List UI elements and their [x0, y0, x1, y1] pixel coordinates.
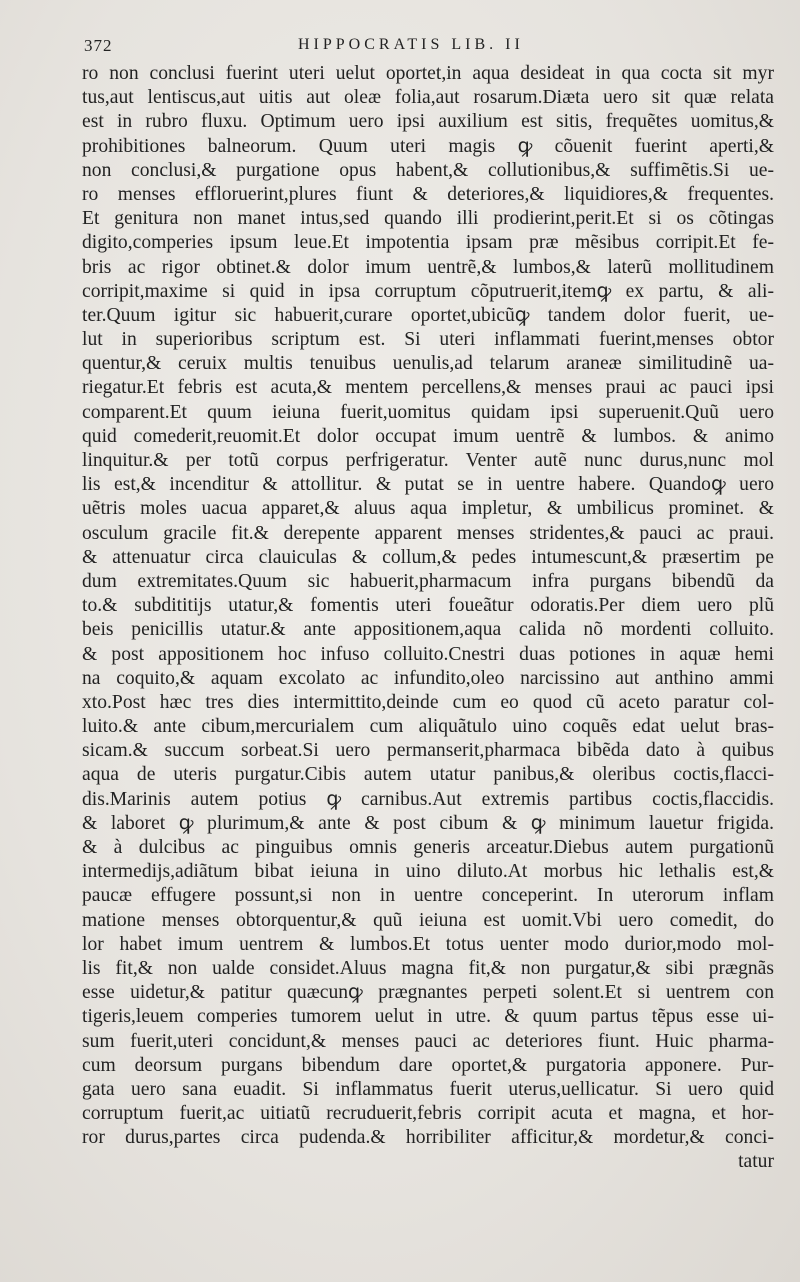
- text-line: & laboret ꝙ plurimum,& ante & post cibum & ꝙ minimum lauetur frigida.: [82, 812, 774, 834]
- text-line: na coquito,& aquam excolato ac infundito,oleo narcissino aut anthino ammi: [82, 667, 774, 689]
- text-line: ror durus,partes circa pudenda.& horribiliter afficitur,& mordetur,& conci-: [82, 1127, 774, 1149]
- text-line: tigeris,leuem comperies tumorem uelut in utre. & quum partus tẽpus esse ui-: [82, 1006, 774, 1028]
- text-line: aqua de uteris purgatur.Cibis autem utatur panibus,& oleribus coctis,flacci-: [82, 764, 774, 786]
- text-line: lor habet imum uentrem & lumbos.Et totus uenter modo durior,modo mol-: [82, 933, 774, 955]
- text-line: sum fuerit,uteri concidunt,& menses pauci ac deteriores fiunt. Huic pharma-: [82, 1030, 774, 1052]
- text-line: tus,aut lentiscus,aut uitis aut oleæ folia,aut rosarum.Diæta uero sit quæ relata: [82, 87, 774, 109]
- text-line: luito.& ante cibum,mercurialem cum aliquãtulo uino coquẽs edat uelut bras-: [82, 716, 774, 738]
- text-line: corripit,maxime si quid in ipsa corruptum cõputruerit,itemꝙ ex partu, & ali-: [82, 280, 774, 302]
- text-line: lis est,& incenditur & attollitur. & putat se in uentre habere. Quandoꝙ uero: [82, 474, 774, 496]
- text-line: quid comederit,reuomit.Et dolor occupat imum uentrẽ & lumbos. & animo: [82, 425, 774, 447]
- text-line: ter.Quum igitur sic habuerit,curare oportet,ubicũꝙ tandem dolor fuerit, ue-: [82, 304, 774, 326]
- text-line: paucæ effugere possunt,si non in uentre conceperint. In uterorum inflam: [82, 885, 774, 907]
- text-line: quentur,& ceruix multis tenuibus uenulis,ad telarum araneæ similitudinẽ ua-: [82, 353, 774, 375]
- text-line: cum deorsum purgans bibendum dare oportet,& purgatoria apponere. Pur-: [82, 1054, 774, 1076]
- text-line: lut in superioribus scriptum est. Si uteri inflammati fuerint,menses obtor: [82, 329, 774, 351]
- text-line: uẽtris moles uacua apparet,& aluus aqua impletur, & umbilicus prominet. &: [82, 498, 774, 520]
- text-line: ro non conclusi fuerint uteri uelut oportet,in aqua desideat in qua cocta sit myr: [82, 63, 774, 84]
- text-line: matione menses obtorquentur,& quũ ieiuna est uomit.Vbi uero comedit, do: [82, 909, 774, 931]
- text-line: ro menses effloruerint,plures fiunt & deteriores,& liquidiores,& frequentes.: [82, 183, 774, 205]
- text-line: dum extremitates.Quum sic habuerit,pharmacum infra purgans bibendũ da: [82, 570, 774, 592]
- text-line: sicam.& succum sorbeat.Si uero permanserit,pharmaca bibẽda dato à quibus: [82, 740, 774, 762]
- text-line: & post appositionem hoc infuso colluito.Cnestri duas potiones in aquæ hemi: [82, 643, 774, 665]
- text-line: linquitur.& per totũ corpus perfrigeratur. Venter autẽ nunc durus,nunc mol: [82, 450, 774, 471]
- text-line: bris ac rigor obtinet.& dolor imum uentrẽ,& lumbos,& laterũ mollitudinem: [82, 256, 774, 278]
- page-number: 372: [84, 36, 113, 55]
- text-line: Et genitura non manet intus,sed quando illi prodierint,perit.Et si os cõtingas: [82, 208, 774, 230]
- text-line: non conclusi,& purgatione opus habent,& collutionibus,& suffimẽtis.Si ue-: [82, 159, 774, 181]
- catchword: tatur: [738, 1151, 774, 1173]
- text-line: to.& subdititijs utatur,& fomentis uteri foueãtur odoratis.Per diem uero plũ: [82, 595, 774, 617]
- text-line: dis.Marinis autem potius ꝙ carnibus.Aut extremis partibus coctis,flaccidis.: [82, 788, 774, 810]
- text-line: prohibitiones balneorum. Quum uteri magis ꝙ cõuenit fuerint aperti,&: [82, 135, 774, 157]
- text-line: intermedijs,adiãtum bibat ieiuna in uino diluto.At morbus hic lethalis est,&: [82, 861, 774, 883]
- text-line: digito,comperies ipsum leue.Et impotentia ipsam præ mẽsibus corripit.Et fe-: [82, 232, 774, 254]
- body-text: [82, 62, 774, 1175]
- text-line: lis fit,& non ualde considet.Aluus magna fit,& non purgatur,& sibi prægnãs: [82, 957, 774, 979]
- page-header: [84, 36, 774, 60]
- text-line: riegatur.Et febris est acuta,& mentem percellens,& menses praui ac pauci ipsi: [82, 377, 774, 399]
- text-line: esse uidetur,& patitur quæcunꝙ prægnantes perpeti solent.Et si uentrem con: [82, 982, 774, 1004]
- text-line: est in rubro fluxu. Optimum uero ipsi auxilium est sitis, frequẽtes uomitus,&: [82, 111, 774, 133]
- text-line: comparent.Et quum ieiuna fuerit,uomitus quidam ipsi superuenit.Quũ uero: [82, 401, 774, 423]
- text-line: gata uero sana euadit. Si inflammatus fuerit uterus,uellicatur. Si uero quid: [82, 1078, 774, 1100]
- text-line: & attenuatur circa clauiculas & collum,& pedes intumescunt,& præsertim pe: [82, 546, 774, 568]
- text-line: beis penicillis utatur.& ante appositionem,aqua calida nõ mordenti colluito.: [82, 619, 774, 641]
- text-line: xto.Post hæc tres dies intermittito,deinde cum eo quod cũ aceto paratur col-: [82, 691, 774, 713]
- text-line: corruptum fuerit,ac uitiatũ recruduerit,febris corripit acuta et magna, et hor-: [82, 1103, 774, 1125]
- running-title: HIPPOCRATIS LIB. II: [298, 36, 524, 53]
- text-line: osculum gracile fit.& derepente apparent menses stridentes,& pauci ac praui.: [82, 522, 774, 544]
- text-line: & à dulcibus ac pinguibus omnis generis arceatur.Diebus autem purgationũ: [82, 837, 774, 858]
